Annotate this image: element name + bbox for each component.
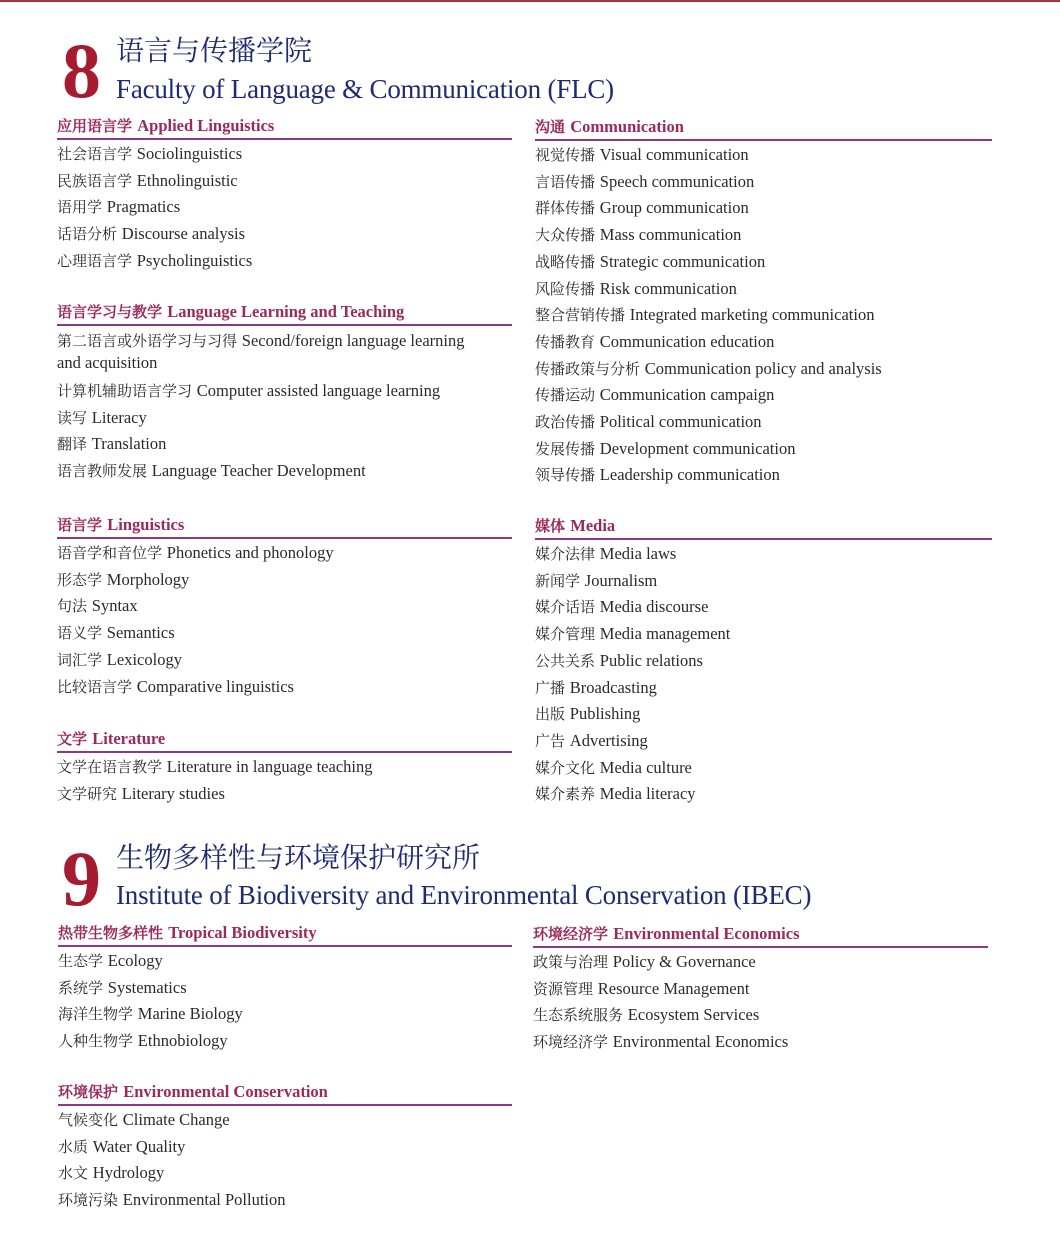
list-item: 政策与治理 Policy & Governance — [533, 952, 756, 971]
list-item: 媒介话语 Media discourse — [535, 597, 709, 617]
list-item: 战略传播 Strategic communication — [535, 251, 766, 271]
faculty-name-zh: 生物多样性与环境保护研究所 — [116, 841, 481, 874]
list-item: 传播教育 Communication education — [535, 331, 775, 351]
list-item: 广告 Advertising — [535, 730, 648, 750]
section-media — [535, 516, 992, 808]
list-item: 公共关系 Public relations — [535, 650, 703, 670]
list-item: 媒介素养 Media literacy — [535, 784, 696, 804]
faculty-name-en: Institute of Biodiversity and Environmental Conservation (IBEC) — [116, 880, 812, 910]
faculty-number: 8 — [62, 27, 101, 114]
list-item: 形态学 Morphology — [57, 569, 190, 589]
section-tropical-biodiversity — [58, 923, 512, 1055]
section-communication — [535, 117, 992, 489]
section-heading: 环境保护 Environmental Conservation — [58, 1082, 512, 1106]
list-item: 整合营销传播 Integrated marketing communication — [535, 305, 875, 325]
section-heading: 语言学习与教学 Language Learning and Teaching — [57, 302, 512, 326]
list-item: 水质 Water Quality — [58, 1136, 186, 1156]
list-item: 水文 Hydrology — [58, 1163, 165, 1183]
section-heading: 热带生物多样性 Tropical Biodiversity — [58, 923, 512, 947]
faculty-number: 9 — [62, 835, 101, 922]
list-item: 生态系统服务 Ecosystem Services — [533, 1005, 760, 1025]
list-item: 语音学和音位学 Phonetics and phonology — [57, 543, 334, 562]
list-item: 语用学 Pragmatics — [57, 197, 181, 217]
section-heading: 媒体 Media — [535, 516, 992, 540]
list-item: 社会语言学 Sociolinguistics — [57, 144, 243, 163]
section-applied-linguistics — [57, 116, 512, 275]
list-item: 语言教师发展 Language Teacher Development — [57, 461, 366, 481]
section-heading: 环境经济学 Environmental Economics — [533, 924, 988, 948]
list-item: 文学研究 Literary studies — [57, 783, 225, 803]
list-item: 人种生物学 Ethnobiology — [58, 1031, 228, 1051]
list-item: 大众传播 Mass communication — [535, 225, 742, 245]
list-item: 海洋生物学 Marine Biology — [58, 1004, 243, 1024]
list-item: 风险传播 Risk communication — [535, 278, 737, 298]
list-item: 传播运动 Communication campaign — [535, 385, 775, 405]
list-item: 媒介文化 Media culture — [535, 757, 692, 777]
faculty-name-en: Faculty of Language & Communication (FLC) — [116, 74, 614, 104]
list-item: 话语分析 Discourse analysis — [57, 224, 246, 244]
list-item: 媒介法律 Media laws — [535, 544, 677, 563]
section-heading: 应用语言学 Applied Linguistics — [57, 116, 512, 140]
list-item: 言语传播 Speech communication — [535, 171, 755, 191]
list-item: 句法 Syntax — [57, 596, 138, 616]
section-literature — [57, 729, 512, 807]
section-environmental-economics — [533, 924, 988, 1056]
faculty-name-zh: 语言与传播学院 — [116, 34, 313, 67]
list-item: 词汇学 Lexicology — [57, 649, 182, 669]
list-item: 资源管理 Resource Management — [533, 978, 750, 998]
list-item: 新闻学 Journalism — [535, 570, 658, 590]
list-item: 读写 Literacy — [57, 407, 147, 427]
list-item: 系统学 Systematics — [58, 977, 187, 997]
section-language-learning-teaching — [57, 302, 512, 485]
list-item: 领导传播 Leadership communication — [535, 465, 780, 485]
section-heading: 文学 Literature — [57, 729, 512, 753]
list-item: 传播政策与分析 Communication policy and analysis — [535, 358, 882, 378]
list-item: 比较语言学 Comparative linguistics — [57, 676, 294, 696]
section-linguistics — [57, 515, 512, 700]
top-rule — [0, 0, 1060, 2]
list-item: 气候变化 Climate Change — [58, 1110, 230, 1129]
list-item: 心理语言学 Psycholinguistics — [57, 250, 253, 270]
section-heading: 语言学 Linguistics — [57, 515, 512, 539]
list-item: 生态学 Ecology — [58, 951, 163, 970]
list-item: 翻译 Translation — [57, 434, 167, 454]
section-environmental-conservation — [58, 1082, 512, 1214]
list-item: 计算机辅助语言学习 Computer assisted language learning — [57, 381, 441, 400]
list-item: 视觉传播 Visual communication — [535, 145, 749, 164]
section-heading: 沟通 Communication — [535, 117, 992, 141]
list-item: 媒介管理 Media management — [535, 624, 731, 644]
list-item: 广播 Broadcasting — [535, 677, 657, 697]
list-item: 出版 Publishing — [535, 704, 641, 724]
list-item: 群体传播 Group communication — [535, 198, 749, 218]
list-item: 文学在语言教学 Literature in language teaching — [57, 757, 373, 776]
list-item: 发展传播 Development communication — [535, 438, 796, 458]
list-item: 民族语言学 Ethnolinguistic — [57, 170, 238, 190]
list-item: 环境污染 Environmental Pollution — [58, 1190, 286, 1210]
list-item: 环境经济学 Environmental Economics — [533, 1032, 789, 1052]
list-item: 政治传播 Political communication — [535, 412, 762, 432]
list-item: 语义学 Semantics — [57, 623, 175, 643]
list-item: 第二语言或外语学习与习得 Second/foreign language learning and acquisition — [57, 331, 465, 372]
